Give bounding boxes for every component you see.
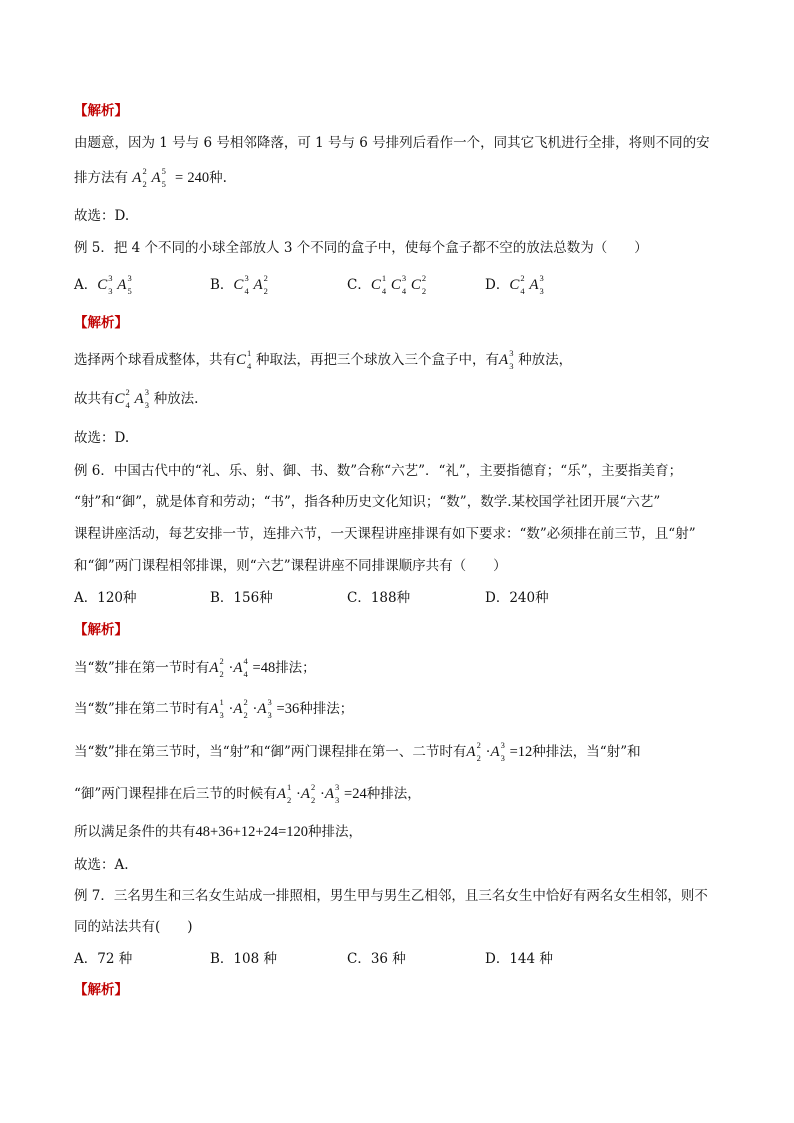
math-value: 240 [187,170,210,186]
math-eq: = [174,170,184,186]
solution-line: 当“数”排在第三节时，当“射”和“御”两门课程排在第一、二节时有A 2 2 ·A 3 3 =12种排法，当“射”和 [74,739,641,763]
solution-line: 由题意，因为 1 号与 6 号相邻降落，可 1 号与 6 号排列后看作一个，同其它飞机进行全排，将则不同的安 [74,135,710,151]
math-script: 5 5 [161,165,166,189]
option-c: C．C 1 4 C 3 4 C 2 2 [347,272,427,296]
analysis-heading: 【解析】 [74,622,128,638]
question-ex7-line: 同的站法共有( ) [74,919,193,935]
text: 排方法有 [74,170,128,186]
answer-line: 故选：D. [74,430,130,446]
solution-line: 选择两个球看成整体，共有C 1 4 种取法，再把三个球放入三个盒子中，有A 3 3 种放法， [74,347,573,371]
question-ex6-line: 课程讲座活动，每艺安排一节，连排六节，一天课程讲座排课有如下要求：“数”必须排在前三节，且“射” [74,526,696,542]
solution-line: 故共有C 2 4 A 3 3 种放法. [74,386,199,410]
solution-line: 所以满足条件的共有48+36+12+24=120种排法， [74,824,362,840]
option-c: C．36 种 [347,951,406,967]
option-b: B．C 3 4 A 2 2 [210,272,268,296]
text: 种. [209,170,227,186]
answer-line: 故选：A. [74,857,129,873]
solution-line: 当“数”排在第二节时有A 1 3 ·A 2 2 ·A 3 3 =36种排法； [74,696,354,720]
option-b: B．156种 [210,590,273,606]
solution-line [74,165,227,189]
math-A: A [132,170,142,186]
option-a: A．120种 [74,590,137,606]
question-ex6-line: 和“御”两门课程相邻排课，则“六艺”课程讲座不同排课顺序共有（ ） [74,558,507,574]
analysis-heading: 【解析】 [74,982,128,998]
option-d: D．144 种 [485,951,553,967]
option-c: C．188种 [347,590,411,606]
solution-line: “御”两门课程排在后三节的时候有A 1 2 ·A 2 2 ·A 3 3 =24种排法， [74,781,421,805]
option-b: B．108 种 [210,951,277,967]
question-ex7-line: 例 7．三名男生和三名女生站成一排照相，男生甲与男生乙相邻，且三名女生中恰好有两名女生相邻，则不 [74,888,708,904]
option-d: D．240种 [485,590,549,606]
option-d: D．C 2 4 A 3 3 [485,272,544,296]
question-ex6-line: 例 6．中国古代中的“礼、乐、射、御、书、数”合称“六艺”．“礼”，主要指德育；“乐”，主要指美育； [74,463,683,479]
analysis-heading: 【解析】 [74,315,128,331]
math-script: 2 2 [142,165,147,189]
option-a: A．72 种 [74,951,133,967]
option-a: A．C 3 3 A 3 5 [74,272,132,296]
answer-line: 故选：D. [74,208,130,224]
analysis-heading: 【解析】 [74,103,128,119]
math-A: A [151,170,161,186]
question-ex6-line: “射”和“御”，就是体育和劳动；“书”，指各种历史文化知识；“数”，数学.某校国学社团开展“六艺” [74,494,661,510]
question-ex5: 例 5．把 4 个不同的小球全部放人 3 个不同的盒子中，使每个盒子都不空的放法总数为（ ） [74,240,648,256]
solution-line: 当“数”排在第一节时有A 2 2 ·A 4 4 =48排法； [74,655,316,679]
